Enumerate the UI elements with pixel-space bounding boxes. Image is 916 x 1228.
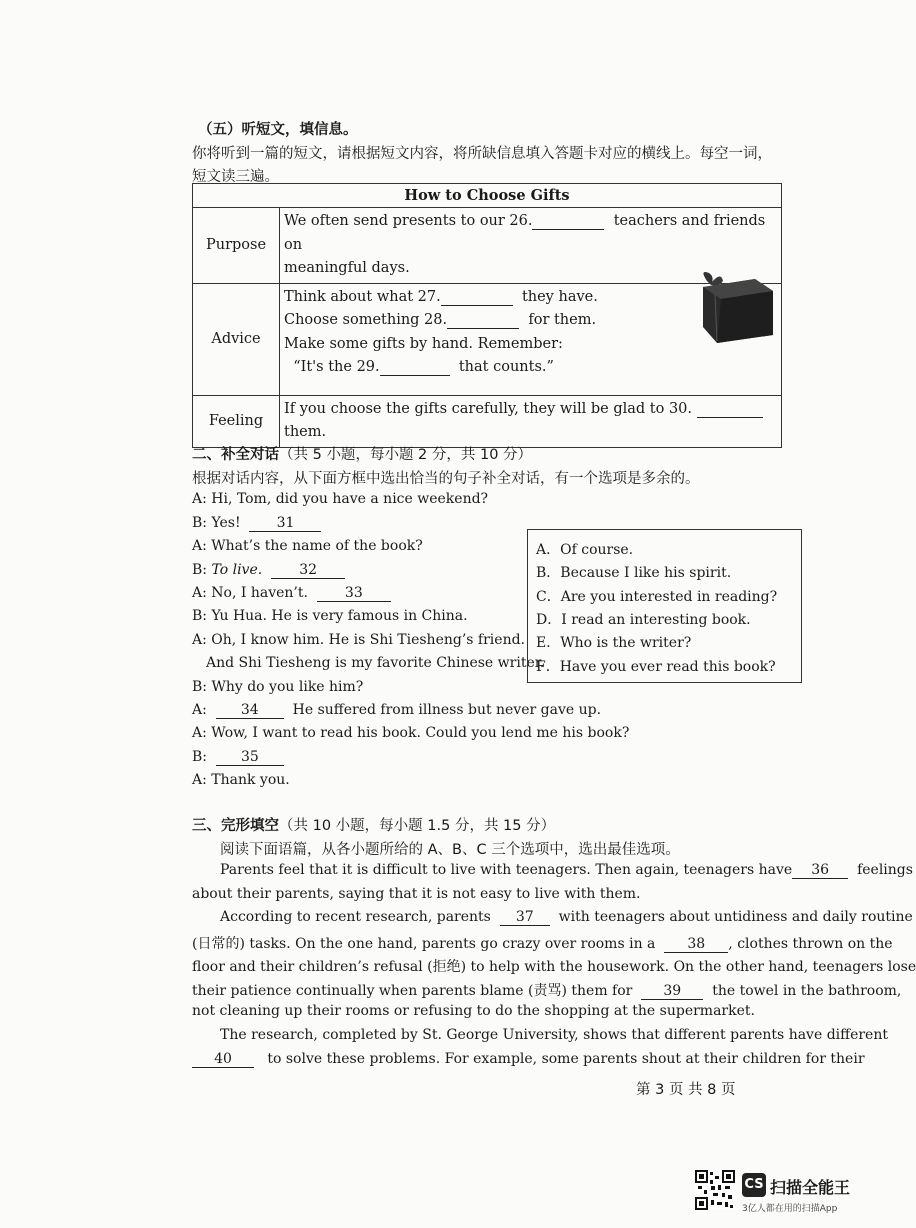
dialogue-line-10	[192, 702, 601, 719]
advice-text-7: that counts.”	[458, 359, 554, 375]
part-three-heading	[192, 814, 555, 835]
dialogue-line-9: B: Why do you like him?	[192, 679, 364, 695]
option-b-text: Because I like his spirit.	[560, 565, 732, 581]
feeling-text-1: If you choose the gifts carefully, they will be glad to 30.	[284, 400, 693, 417]
blank-31: 31	[249, 516, 321, 532]
option-b-key: B．	[536, 565, 561, 581]
passage-line-1-text: Parents feel that it is difficult to live with teenagers. Then again, teenagers have	[220, 862, 793, 878]
advice-text-6: “It's the 29.	[293, 359, 380, 375]
part-two-heading	[192, 443, 532, 464]
passage-line-6	[192, 980, 901, 1000]
advice-text-2: they have.	[521, 288, 598, 305]
option-e	[536, 632, 691, 652]
blank-32: 32	[271, 563, 345, 579]
blank-30	[697, 402, 763, 418]
blank-38: 38	[664, 937, 728, 953]
option-a	[536, 539, 633, 559]
blank-34: 34	[216, 703, 284, 719]
dialogue-line-2-text: B: Yes!	[192, 515, 241, 531]
option-a-key: A．	[536, 542, 561, 558]
passage-line-3-text: According to recent research, parents	[220, 909, 491, 925]
passage-line-3-end: with teenagers about untidiness and daily routine	[558, 909, 913, 925]
blank-27	[441, 290, 513, 306]
option-f-key: F．	[536, 659, 560, 675]
passage-line-4-end: , clothes thrown on the	[728, 936, 893, 952]
passage-line-6-text: their patience continually when parents blame (责骂) them for	[192, 983, 633, 999]
blank-39: 39	[641, 984, 703, 1000]
feeling-text-2: them.	[284, 424, 327, 440]
passage-line-7: not cleaning up their rooms or refusing to do the shopping at the supermarket.	[192, 1003, 755, 1019]
dialogue-line-5-text: A: No, I haven’t.	[192, 585, 308, 601]
part-three-instruction: 阅读下面语篇，从各小题所给的 A、B、C 三个选项中，选出最佳选项。	[220, 842, 680, 858]
option-a-text: Of course.	[560, 542, 634, 558]
gift-box-image	[697, 269, 775, 345]
blank-26	[532, 214, 604, 230]
passage-line-4-text: (日常的) tasks. On the one hand, parents go crazy over rooms in a	[192, 936, 656, 952]
dialogue-line-13: A: Thank you.	[192, 772, 290, 788]
part-two-instruction: 根据对话内容，从下面方框中选出恰当的句子补全对话，有一个选项是多余的。	[192, 471, 700, 487]
dialogue-line-10-speaker: A:	[192, 702, 207, 718]
dialogue-line-12-speaker: B:	[192, 749, 208, 765]
purpose-text-3: meaningful days.	[284, 260, 410, 276]
option-f	[536, 656, 776, 676]
advice-text-3: Choose something 28.	[284, 312, 448, 328]
passage-line-8: The research, completed by St. George University, shows that different parents have different	[220, 1027, 888, 1043]
part-two-title: 二、补全对话	[192, 447, 279, 463]
advice-label: Advice	[193, 283, 280, 395]
dialogue-line-6: B: Yu Hua. He is very famous in China.	[192, 608, 468, 624]
passage-line-9-text: to solve these problems. For example, some parents shout at their children for their	[267, 1051, 865, 1067]
purpose-label: Purpose	[193, 208, 280, 284]
option-e-text: Who is the writer?	[560, 635, 692, 651]
passage-line-1	[220, 862, 913, 879]
passage-line-4	[192, 933, 893, 953]
dialogue-line-4-speaker: B:	[192, 562, 208, 578]
section-five-instruction-1: 你将听到一篇的短文，请根据短文内容，将所缺信息填入答题卡对应的横线上。每空一词，	[192, 146, 772, 162]
purpose-text-1: We often send presents to our 26.	[284, 213, 533, 229]
dialogue-line-7: A: Oh, I know him. He is Shi Tiesheng’s friend.	[192, 632, 525, 648]
option-c-text: Are you interested in reading?	[560, 589, 778, 605]
part-three-score: （共 10 小题，每小题 1.5 分，共 15 分）	[279, 818, 556, 834]
option-c	[536, 586, 777, 606]
dialogue-line-1: A: Hi, Tom, did you have a nice weekend?	[192, 491, 489, 507]
section-five-instruction-2: 短文读三遍。	[192, 169, 279, 185]
advice-text-5: Make some gifts by hand. Remember:	[284, 335, 563, 352]
dialogue-line-3: A: What’s the name of the book?	[192, 538, 423, 554]
blank-36: 36	[792, 863, 848, 879]
passage-line-9	[192, 1051, 865, 1068]
passage-line-1-end: feelings	[857, 862, 913, 878]
blank-35: 35	[216, 750, 284, 766]
dialogue-line-12	[192, 749, 284, 766]
dialogue-line-11: A: Wow, I want to read his book. Could you lend me his book?	[192, 725, 630, 741]
passage-line-5: floor and their children’s refusal (拒绝) to help with the housework. On the other hand, teenagers lose	[192, 959, 916, 975]
option-b	[536, 562, 731, 582]
dialogue-line-4	[192, 562, 345, 579]
scanner-brand: 扫描全能王	[770, 1178, 851, 1197]
scanner-tagline: 3亿人都在用的扫描App	[742, 1204, 838, 1214]
feeling-cell	[280, 395, 782, 447]
part-two-score: （共 5 小题，每小题 2 分，共 10 分）	[279, 447, 533, 463]
options-box	[527, 529, 802, 683]
feeling-label: Feeling	[193, 395, 280, 447]
gift-info-table	[192, 183, 782, 448]
qr-code-icon	[695, 1170, 735, 1210]
blank-33: 33	[317, 586, 391, 602]
option-d	[536, 609, 751, 629]
page-number: 第 3 页 共 8 页	[636, 1082, 736, 1098]
section-five-title: （五）听短文，填信息。	[198, 122, 358, 138]
dialogue-line-8: And Shi Tiesheng is my favorite Chinese writer.	[206, 655, 545, 671]
option-d-key: D．	[536, 612, 562, 628]
dialogue-line-4-title: To live.	[211, 562, 263, 578]
passage-line-3	[220, 909, 913, 926]
blank-37: 37	[500, 910, 550, 926]
blank-40: 40	[192, 1052, 254, 1068]
passage-line-2: about their parents, saying that it is not easy to live with them.	[192, 886, 641, 902]
blank-29	[380, 360, 450, 376]
option-e-key: E．	[536, 635, 561, 651]
purpose-text-2: teachers and friends on	[284, 213, 766, 253]
dialogue-line-10-text: He suffered from illness but never gave up.	[292, 702, 602, 718]
passage-line-6-end: the towel in the bathroom,	[712, 983, 902, 999]
blank-28	[447, 313, 519, 329]
option-f-text: Have you ever read this book?	[559, 659, 776, 675]
scanner-logo-icon: CS	[742, 1173, 766, 1197]
part-three-title: 三、完形填空	[192, 818, 279, 834]
table-title: How to Choose Gifts	[193, 184, 782, 208]
advice-text-4: for them.	[528, 312, 597, 328]
dialogue-line-5	[192, 585, 391, 602]
option-c-key: C．	[536, 589, 561, 605]
option-d-text: I read an interesting book.	[561, 612, 751, 628]
advice-text-1: Think about what 27.	[284, 288, 441, 305]
dialogue-line-2	[192, 515, 321, 532]
